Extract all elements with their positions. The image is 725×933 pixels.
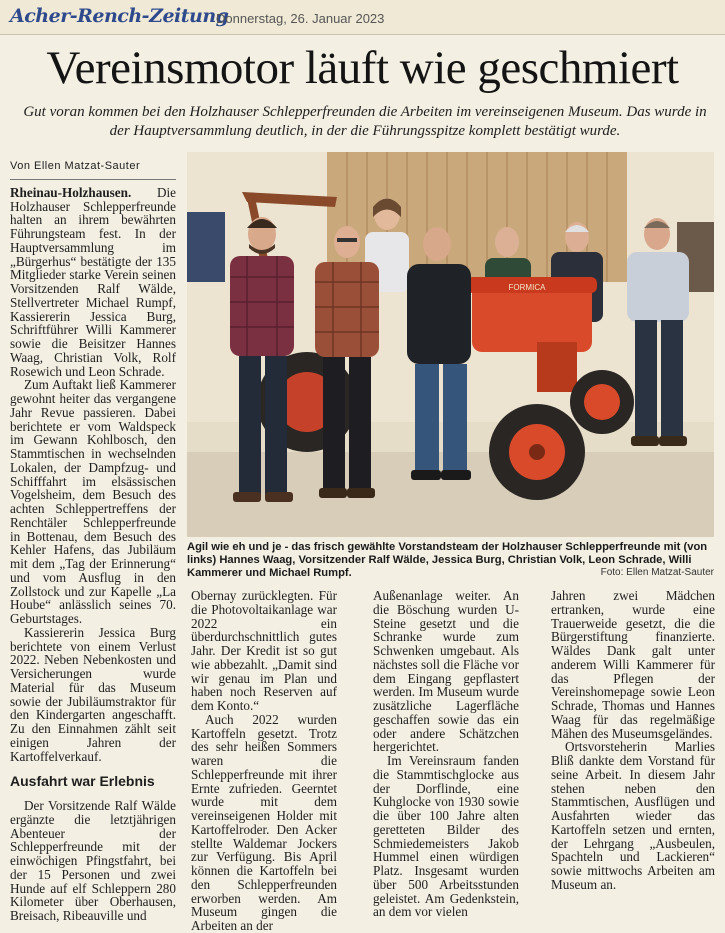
article-column-2 [191, 589, 337, 933]
article-headline: Vereinsmotor läuft wie geschmiert [46, 42, 679, 94]
paragraph: Ortsvorsteherin Marlies Bliß dankte dem Vorstand für seine Arbeit. In diesem Jahr stehen neben den Stammtischen, Ausflügen und Ausfahrten wieder das Kartoffeln setzen und ernten, der Lehrgang „Ausbeulen, Spachteln und Lackieren“ sowie mittwochs Arbeiten am Museum an. [551, 739, 715, 892]
masthead [0, 0, 725, 35]
newspaper-name: Acher-Rench-Zeitung [10, 5, 229, 27]
article-column-3 [373, 589, 519, 919]
paragraph: Obernay zurücklegten. Für die Photovoltaikanlage war 2022 ein überdurchschnittlich gutes Jahr. Der Kredit ist so gut wie abbezahlt. „Damit sind wir genau im Plan und haben noch Reserven auf dem Konto.“ [191, 588, 337, 713]
paragraph: Im Vereinsraum fanden die Stammtischglocke aus der Dorflinde, eine Kuhglocke von 1930 sowie die über 100 Jahre alten geretteten Bilder des Schmiedemeisters Jakob Hummel einen würdigen Platz. Insgesamt wurden über 500 Arbeitsstunden geleistet. Am Gedenkstein, an dem vor vielen [373, 753, 519, 920]
photo-credit: Foto: Ellen Matzat-Sauter [600, 567, 714, 578]
paragraph: Außenanlage weiter. An die Böschung wurden U-Steine gesetzt und die Schranke wurde zum Schwenken umgebaut. Als nächstes soll die Fläche vor dem Eingang gepflastert werden. Im Museum wurde zusätzliche Lagerfläche geschaffen sowie das ein oder andere Schätzchen hergerichtet. [373, 588, 519, 755]
byline: Von Ellen Matzat-Sauter [10, 160, 176, 180]
tractor-badge: FORMICA [508, 283, 546, 292]
person-christian-volk [407, 227, 471, 480]
article-subhead: Gut voran kommen bei den Holzhauser Schlepperfreunden die Arbeiten im vereinseigenen Museum. Das wurde in der Hauptversammlung deutlich, in der die Führungsspitze komplett bestätigt wurde. [23, 104, 707, 139]
article-column-1 [10, 160, 176, 923]
paragraph-text: Die Holzhauser Schlepperfreunde halten an ihrem bewährten Führungsteam fest. In der Hauptversammlung im „Bürgerhus“ bestätigte der 135 Mitglieder starke Verein seinen Vorsitzenden Ralf Wälde, Stellvertreter Michael Rumpf, Kassiererin Jessica Burg, Schriftführer Willi Kammerer sowie die Beisitzer Hannes Waag, Christian Volk, Rolf Rosewich und Leon Schrade. [10, 184, 176, 379]
group-photo-illustration [187, 152, 714, 537]
paragraph: Der Vorsitzende Ralf Wälde ergänzte die letztjährigen Abenteuer der Schlepperfreunde mit der einwöchigen Pfingstfahrt, bei der 15 Personen und zwei Hunde auf elf Schleppern 280 Kilometer über Oberhausen, Breisach, Ribeauville und [10, 798, 176, 923]
article-photo [187, 152, 714, 537]
photo-caption: Agil wie eh und je - das frisch gewählte Vorstandsteam der Holzhauser Schlepperfreunde mit (von links) Hannes Waag, Vorsitzender Ralf Wälde, Jessica Burg, Christian Volk, Leon Schrade, Willi Kammerer und Michael Rumpf. [187, 541, 708, 579]
paragraph [10, 186, 176, 379]
paragraph: Kassiererin Jessica Burg berichtete von einem Verlust 2022. Neben Nebenkosten und Versicherungen wurde Material für das Museum sowie der Jubiläumstraktor für den Kindergarten angeschafft. Zu den Einnahmen zählt seit einigen Jahren der Kartoffelverkauf. [10, 624, 176, 764]
section-subtitle: Ausfahrt war Erlebnis [10, 773, 155, 790]
paragraph: Auch 2022 wurden Kartoffeln gesetzt. Trotz des sehr heißen Sommers waren die Schlepperfreunde mit ihrer Ernte zufrieden. Geerntet wurde mit dem vereinseigenen Holder mit Kartoffelroder. Den Acker stellte Waldemar Jockers zur Verfügung. Bis April können die Kartoffeln bei den Schlepperfreunden erworben werden. Am Museum gingen die Arbeiten an der [191, 711, 337, 933]
paragraph: Jahren zwei Mädchen ertranken, wurde eine Trauerweide gesetzt, die die Bürgerstiftung finanzierte. Wäldes Dank galt unter anderem Willi Kammerer für das Pflegen der Vereinshomepage sowie Leon Schrade, Thomas und Hannes Waag für das regelmäßige Mähen des Museumsgeländes. [551, 588, 715, 741]
issue-date: Donnerstag, 26. Januar 2023 [216, 11, 385, 26]
dateline: Rheinau-Holzhausen. [10, 184, 132, 200]
paragraph: Zum Auftakt ließ Kammerer gewohnt heiter das vergangene Jahr Revue passieren. Dabei berichtete er vom Waldspeck im Gewann Kohlbosch, den Stammtischen in wechselnden Lokalen, der Dampfzug- und Schifffahrt im elsässischen Vogelsheim, dem Besuch des achten Schleppertreffens der Renchtäler Schlepperfreunde in Bottenau, dem Besuch des Kehler Hafens, das Jubiläum mit dem „Tag der Erinnerung“ und vom Ausflug in den Zollstock und zur Kapelle „La Hoube“ anlässlich seines 70. Geburtstages. [10, 377, 176, 626]
article-column-4 [551, 589, 715, 892]
